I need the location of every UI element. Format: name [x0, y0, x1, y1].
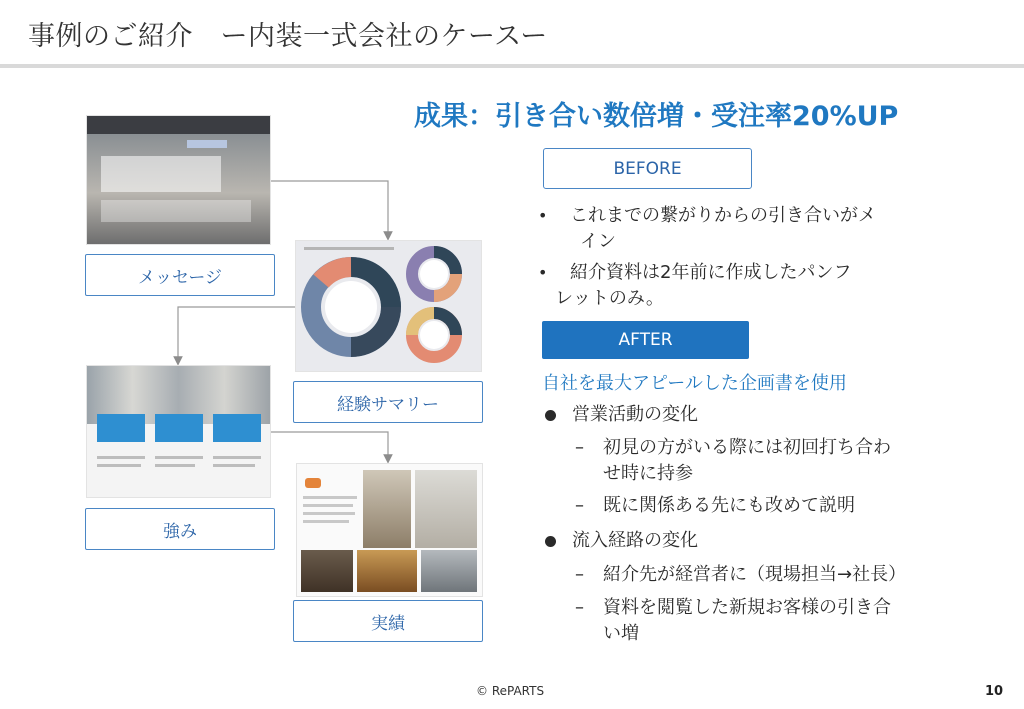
group-1-sub-1-marker: –: [575, 437, 584, 458]
footer-copyright: © RePARTS: [476, 684, 545, 698]
group-1-sub-2-line-1: 既に関係ある先にも改めて説明: [603, 495, 855, 516]
label-summary: 経験サマリー: [293, 381, 483, 423]
group-2-heading: 流入経路の変化: [572, 530, 698, 551]
before-bullet-2-marker: •: [538, 263, 548, 282]
group-1-sub-1-line-2: せ時に持参: [603, 463, 693, 484]
group-1-marker: [545, 410, 556, 421]
group-2-sub-1-line-1: 紹介先が経営者に（現場担当→社長）: [603, 564, 907, 585]
strength-slide-thumbnail: [86, 365, 271, 498]
group-2-marker: [545, 536, 556, 547]
before-item-1-line-2: イン: [580, 231, 616, 252]
after-badge: AFTER: [542, 321, 749, 359]
group-2-sub-2-line-1: 資料を閲覧した新規お客様の引き合: [603, 597, 891, 618]
group-2-sub-1-marker: –: [575, 564, 584, 585]
before-item-1-line-1: これまでの繋がりからの引き合いがメ: [570, 205, 876, 226]
connector-message-summary: [270, 181, 388, 236]
group-2-sub-2-line-2: い増: [603, 623, 639, 644]
message-slide-thumbnail: [86, 115, 271, 245]
label-strength: 強み: [85, 508, 275, 550]
title-divider: [0, 64, 1024, 68]
headline: 成果：引き合い数倍増・受注率20%UP: [414, 101, 899, 132]
before-item-2-line-1: 紹介資料は2年前に作成したパンフ: [570, 262, 852, 283]
label-message: メッセージ: [85, 254, 275, 296]
summary-slide-thumbnail: [295, 240, 482, 372]
slide-title: 事例のご紹介 ー内装一式会社のケースー: [28, 21, 548, 52]
after-intro: 自社を最大アピールした企画書を使用: [542, 373, 847, 394]
connector-summary-strength: [178, 307, 295, 361]
before-item-2-line-2: レットのみ。: [555, 288, 664, 309]
works-slide-thumbnail: [296, 463, 483, 597]
group-1-heading: 営業活動の変化: [572, 404, 698, 425]
before-bullet-1-marker: •: [538, 206, 548, 225]
group-1-sub-2-marker: –: [575, 495, 584, 516]
page-number: 10: [985, 684, 1004, 699]
label-works: 実績: [293, 600, 483, 642]
group-1-sub-1-line-1: 初見の方がいる際には初回打ち合わ: [603, 437, 891, 458]
group-2-sub-2-marker: –: [575, 597, 584, 618]
connector-strength-works: [270, 432, 388, 459]
before-badge: BEFORE: [543, 148, 752, 189]
